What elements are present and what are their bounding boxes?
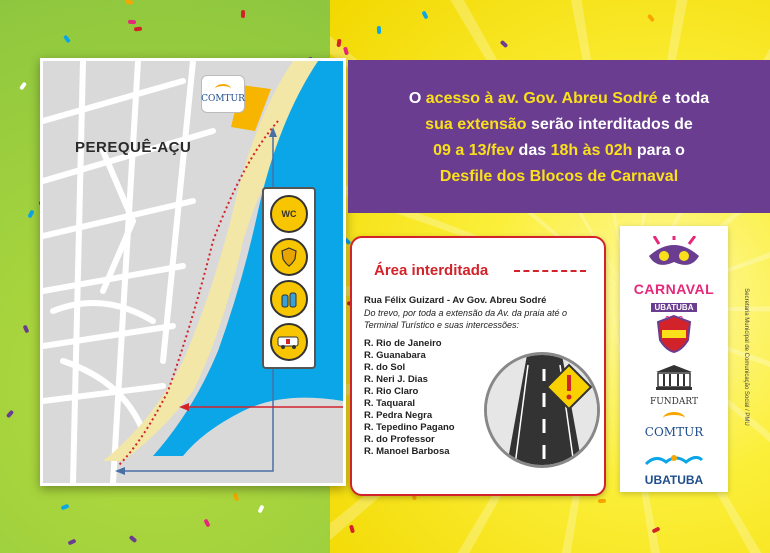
- street-heading: Rua Félix Guizard - Av Gov. Abreu Sodré: [364, 295, 547, 306]
- list-item: R. do Sol: [364, 362, 406, 373]
- ubatuba-label: UBATUBA: [644, 473, 704, 487]
- carnaval-title: CARNAVAL: [633, 281, 715, 297]
- list-item: R. Pedra Negra: [364, 410, 433, 421]
- banner-text-part: das: [514, 142, 551, 159]
- comtur-swirl-icon: [215, 84, 231, 94]
- list-item: R. Rio Claro: [364, 386, 419, 397]
- list-item: R. do Professor: [364, 434, 435, 445]
- banner-highlight: 18h às 02h: [550, 142, 633, 159]
- fundart-logo: [620, 364, 728, 407]
- banner-text-part: para o: [632, 142, 685, 159]
- fundart-label: FUNDART: [649, 397, 699, 407]
- comtur-map-label: COMTUR: [201, 94, 245, 104]
- bottles-icon: [270, 280, 308, 318]
- comtur-logo: [620, 412, 728, 439]
- comtur-label: COMTUR: [644, 425, 704, 439]
- banner-text: [348, 86, 770, 190]
- street-map: [40, 58, 346, 486]
- place-label: PEREQUÊ-AÇU: [75, 139, 192, 156]
- ubatuba-logo: [620, 454, 728, 487]
- list-item: R. Taquaral: [364, 398, 416, 409]
- card-title: Área interditada: [374, 262, 489, 279]
- carnaval-city: UBATUBA: [651, 303, 698, 312]
- road-closed-icon: [484, 352, 600, 468]
- banner-text-part: O: [408, 90, 426, 107]
- banner-text-part: serão interditados de: [526, 116, 693, 133]
- list-item: R. Neri J. Dias: [364, 374, 428, 385]
- comtur-map-logo: [201, 75, 245, 113]
- amenities-strip: [262, 187, 316, 369]
- list-item: R. Rio de Janeiro: [364, 338, 442, 349]
- street-list: [364, 338, 455, 458]
- route-description: Do trevo, por toda a extensão da Av. da praia até o Terminal Turístico e suas intercessões:: [364, 308, 567, 330]
- carnival-mask-icon: [639, 236, 709, 276]
- list-item: R. Manoel Barbosa: [364, 446, 450, 457]
- police-badge-icon: [270, 238, 308, 276]
- banner-highlight: acesso à av. Gov. Abreu Sodré: [425, 90, 658, 107]
- banner-highlight: 09 a 13/fev: [433, 142, 515, 159]
- card-description: [364, 294, 596, 331]
- banner-text-part: e toda: [657, 90, 710, 107]
- building-icon: [654, 364, 694, 392]
- credit-label: Secretaria Municipal de Comunicação Social / PMU: [743, 288, 749, 426]
- list-item: R. Guanabara: [364, 350, 426, 361]
- sponsor-logos: [620, 226, 728, 492]
- shield-emblem: [620, 314, 728, 359]
- list-item: R. Tepedino Pagano: [364, 422, 455, 433]
- ambulance-icon: [270, 323, 308, 361]
- carnaval-logo: [620, 236, 728, 324]
- ubatuba-waves-icon: [644, 454, 704, 468]
- banner-highlight: sua extensão: [425, 116, 527, 133]
- announcement-banner: [348, 60, 770, 213]
- credit-text: [736, 240, 748, 480]
- title-divider: [514, 270, 586, 272]
- comtur-swirl-icon: [663, 412, 685, 425]
- wc-icon: WC: [270, 195, 308, 233]
- banner-highlight: Desfile dos Blocos de Carnaval: [439, 168, 679, 185]
